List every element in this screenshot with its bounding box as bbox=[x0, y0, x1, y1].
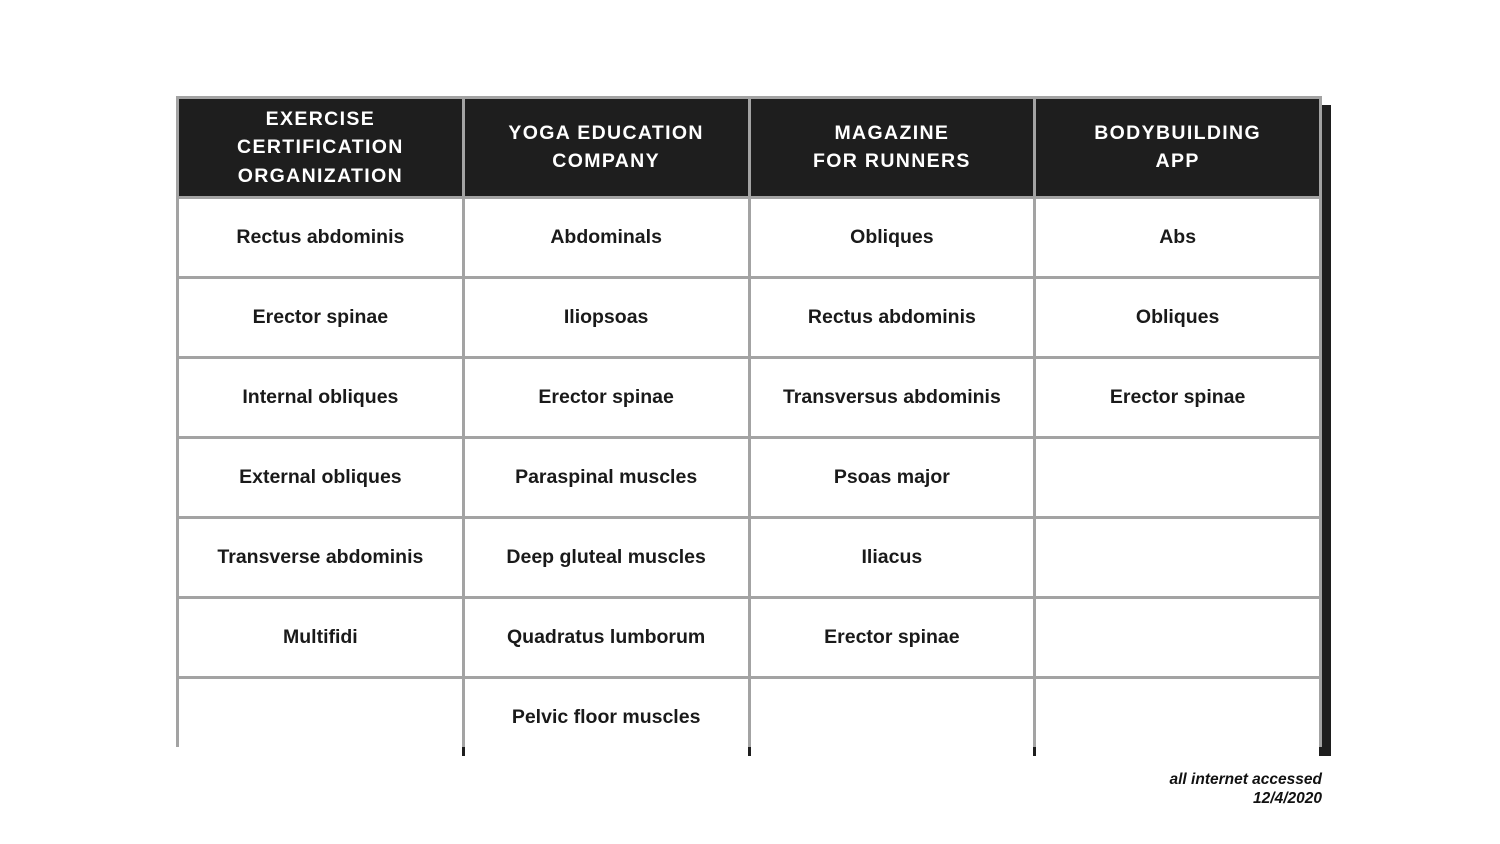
table-cell: Obliques bbox=[1036, 279, 1319, 356]
table-row bbox=[179, 519, 1319, 596]
table-body bbox=[179, 199, 1319, 756]
table-header-row bbox=[179, 99, 1319, 196]
column-header-bodybuilding-app bbox=[1036, 99, 1319, 196]
table-cell: Erector spinae bbox=[465, 359, 748, 436]
table-cell: Psoas major bbox=[751, 439, 1034, 516]
table-cell: Abdominals bbox=[465, 199, 748, 276]
table-row bbox=[179, 599, 1319, 676]
table-cell-empty bbox=[1036, 519, 1319, 596]
table-cell: Transverse abdominis bbox=[179, 519, 462, 596]
table-cell: Quadratus lumborum bbox=[465, 599, 748, 676]
table-cell: Erector spinae bbox=[1036, 359, 1319, 436]
table-row bbox=[179, 359, 1319, 436]
source-credit-line-2: 12/4/2020 bbox=[1253, 790, 1322, 808]
table-row bbox=[179, 679, 1319, 756]
table-cell: Multifidi bbox=[179, 599, 462, 676]
table-cell: Erector spinae bbox=[179, 279, 462, 356]
column-header-line-1: YOGA EDUCATION bbox=[508, 122, 704, 145]
comparison-table bbox=[176, 96, 1322, 759]
column-header-magazine-for-runners bbox=[751, 99, 1034, 196]
table-cell-empty bbox=[1036, 439, 1319, 516]
table-cell: External obliques bbox=[179, 439, 462, 516]
table-cell: Transversus abdominis bbox=[751, 359, 1034, 436]
table-cell-empty bbox=[751, 679, 1034, 756]
table-cell: Pelvic floor muscles bbox=[465, 679, 748, 756]
table-row bbox=[179, 439, 1319, 516]
table-cell: Paraspinal muscles bbox=[465, 439, 748, 516]
column-header-line-2: COMPANY bbox=[552, 150, 660, 173]
column-header-line-2: ORGANIZATION bbox=[237, 164, 404, 187]
table-cell: Deep gluteal muscles bbox=[465, 519, 748, 596]
table-cell: Iliacus bbox=[751, 519, 1034, 596]
source-credit-line-1: all internet accessed bbox=[1169, 771, 1322, 788]
table-cell: Rectus abdominis bbox=[179, 199, 462, 276]
column-header-exercise-certification-organization bbox=[179, 99, 462, 196]
table-row bbox=[179, 199, 1319, 276]
column-header-yoga-education-company bbox=[465, 99, 748, 196]
column-header-line-2: APP bbox=[1155, 150, 1200, 173]
table-header-row-group bbox=[179, 99, 1319, 196]
comparison-table-frame bbox=[176, 96, 1322, 747]
table-row bbox=[179, 279, 1319, 356]
table-cell-empty bbox=[1036, 679, 1319, 756]
table-cell-empty bbox=[179, 679, 462, 756]
table-cell: Internal obliques bbox=[179, 359, 462, 436]
table-cell: Rectus abdominis bbox=[751, 279, 1034, 356]
column-header-line-2: FOR RUNNERS bbox=[812, 150, 971, 173]
column-header-line-1: EXERCISE CERTIFICATION bbox=[237, 108, 404, 159]
column-header-line-1: MAGAZINE bbox=[834, 122, 950, 145]
table-cell-empty bbox=[1036, 599, 1319, 676]
table-cell: Abs bbox=[1036, 199, 1319, 276]
column-header-line-1: BODYBUILDING bbox=[1094, 122, 1262, 145]
table-cell: Iliopsoas bbox=[465, 279, 748, 356]
table-cell: Erector spinae bbox=[751, 599, 1034, 676]
table-cell: Obliques bbox=[751, 199, 1034, 276]
source-credit bbox=[902, 770, 1322, 809]
